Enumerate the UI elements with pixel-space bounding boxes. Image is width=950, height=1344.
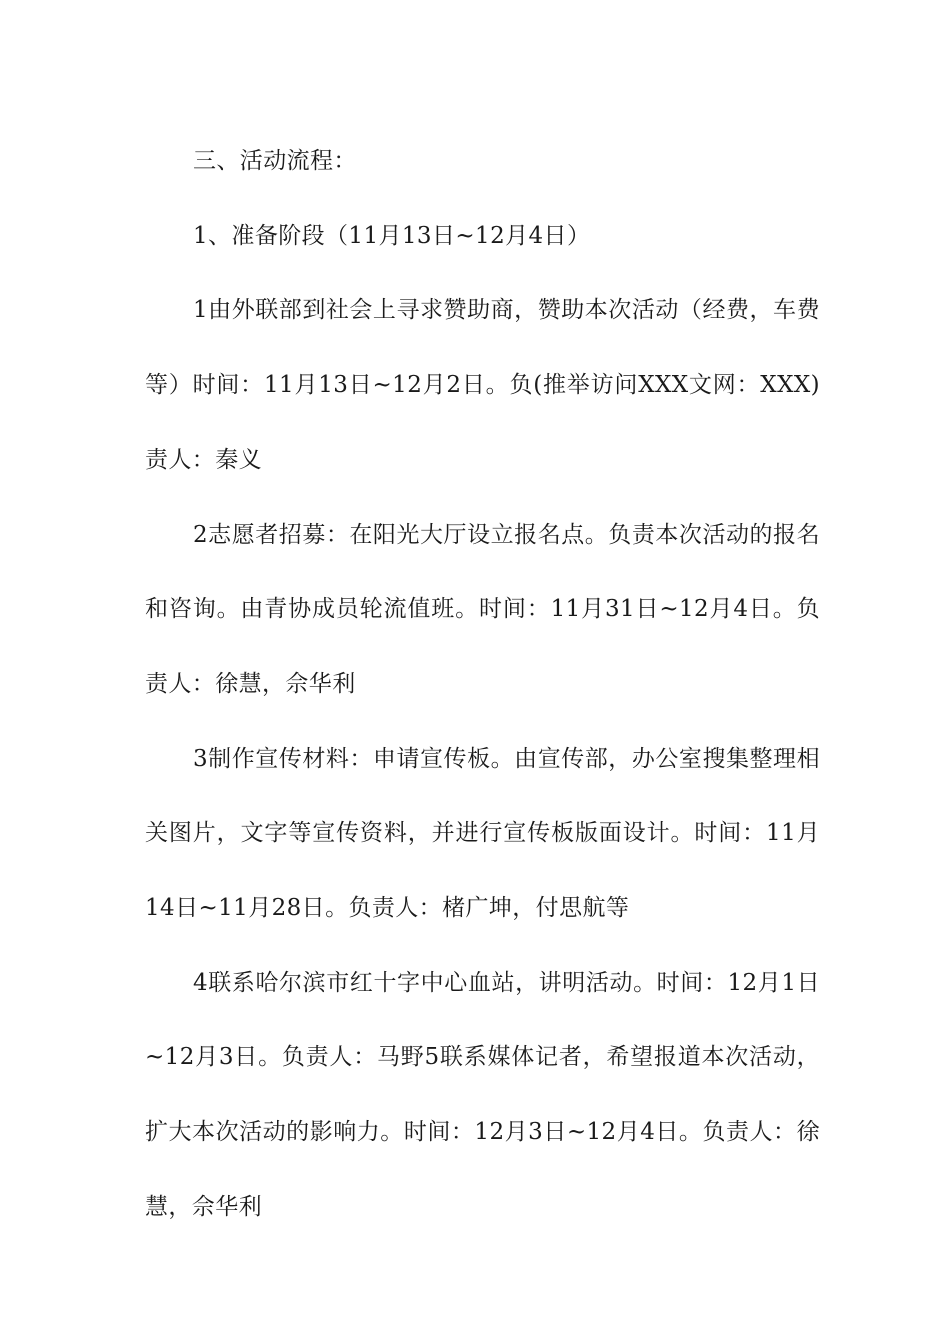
section-heading: 三、活动流程： [193,148,357,174]
stage-heading: 1、准备阶段（11月13日~12月4日） [193,222,591,249]
paragraph-sponsorship: 1由外联部到社会上寻求赞助商，赞助本次活动（经费，车费等）时间：11月13日~12月2日。负(推举访问XXX文网：XXX)责人：秦义 [145,297,820,473]
paragraph-volunteer-recruitment: 2志愿者招募：在阳光大厅设立报名点。负责本次活动的报名和咨询。由青协成员轮流值班。时间：11月31日~12月4日。负责人：徐慧，佘华利 [145,521,820,697]
document-body [145,124,820,1245]
paragraph-blood-station-and-media: 4联系哈尔滨市红十字中心血站，讲明活动。时间：12月1日~12月3日。负责人：马野5联系媒体记者，希望报道本次活动，扩大本次活动的影响力。时间：12月3日~12月4日。负责人：徐慧，佘华利 [145,969,820,1220]
paragraph-promotional-materials: 3制作宣传材料：申请宣传板。由宣传部，办公室搜集整理相关图片，文字等宣传资料，并进行宣传板版面设计。时间：11月14日~11月28日。负责人：楮广坤，付思航等 [145,745,820,922]
